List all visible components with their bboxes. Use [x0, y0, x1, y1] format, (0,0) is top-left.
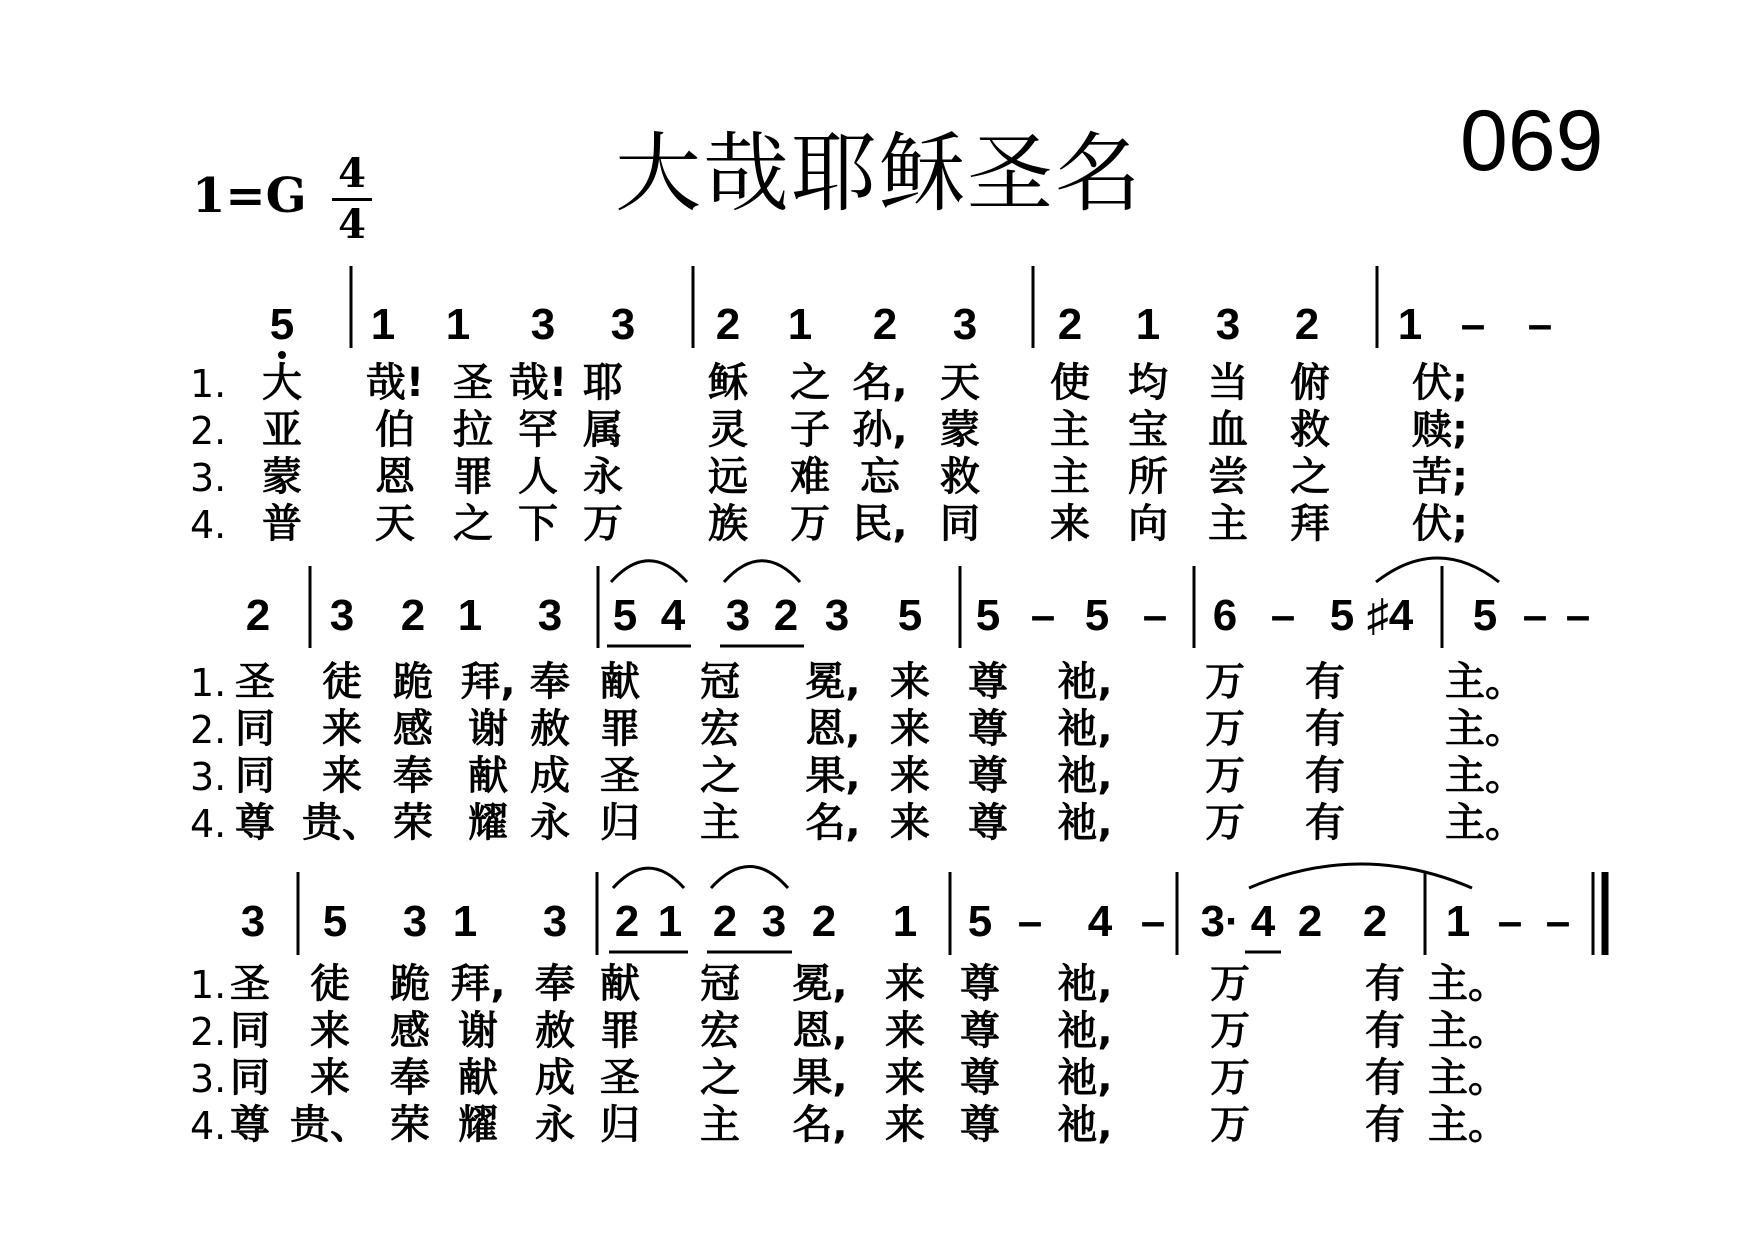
verse-number: 4. — [190, 503, 227, 547]
note: 1 — [452, 897, 478, 946]
lyric-syllable: 冕, — [805, 659, 861, 705]
lyric-syllable: 感 — [393, 706, 433, 752]
lyric-syllable: 尊 — [968, 659, 1008, 705]
note: 1 — [445, 300, 471, 349]
lyric-syllable: 主。 — [1428, 961, 1508, 1007]
lyric-syllable: 献 — [468, 753, 508, 799]
note: 3 — [761, 897, 787, 946]
lyric-syllable: 祂, — [1057, 1055, 1113, 1101]
lyric-syllable: 万 — [1210, 961, 1250, 1007]
verse-number: 4. — [190, 1104, 227, 1148]
lyric-syllable: 祂, — [1057, 800, 1113, 846]
lyric-syllable: 冠 — [700, 659, 740, 705]
lyric-syllable: 尊 — [968, 800, 1008, 846]
lyric-syllable: 伯 — [375, 407, 415, 453]
lyric-syllable: 奉 — [393, 753, 433, 799]
note: 3 — [952, 300, 978, 349]
lyric-syllable: 归 — [600, 1102, 640, 1148]
lyric-syllable: 拜, — [460, 659, 516, 705]
note: 1 — [892, 897, 918, 946]
lyric-syllable: 主 — [1050, 454, 1090, 500]
lyric-syllable: 恩, — [792, 1008, 848, 1054]
note: 3 — [537, 591, 563, 640]
lyric-syllable: 同 — [235, 753, 275, 799]
verse-number: 2. — [190, 1010, 227, 1054]
lyric-syllable: 之 — [700, 753, 740, 799]
lyric-syllable: 蒙 — [262, 454, 302, 500]
lyric-syllable: 有 — [1305, 800, 1345, 846]
lyric-syllable: 徒 — [322, 659, 362, 705]
lyric-syllable: 来 — [885, 1008, 925, 1054]
note: – — [1545, 897, 1571, 946]
lyric-syllable: 名, — [792, 1102, 848, 1148]
lyric-syllable: 罕 — [518, 407, 558, 453]
lyric-syllable: 均 — [1128, 360, 1168, 406]
lyric-syllable: 大 — [262, 360, 302, 406]
lyric-syllable: 人 — [518, 454, 558, 500]
note: 2 — [1057, 300, 1083, 349]
note: 2 — [245, 591, 271, 640]
lyric-syllable: 之 — [1290, 454, 1330, 500]
note: – — [1527, 300, 1553, 349]
note: 1 — [1135, 300, 1161, 349]
note: 5 — [322, 897, 348, 946]
lyric-syllable: 来 — [322, 753, 362, 799]
slur — [724, 561, 800, 582]
lyric-syllable: 亚 — [262, 407, 302, 453]
lyric-syllable: 祂, — [1057, 1102, 1113, 1148]
lyric-syllable: 来 — [890, 753, 930, 799]
lyric-syllable: 尊 — [968, 753, 1008, 799]
note: 4 — [660, 591, 686, 640]
lyric-syllable: 圣 — [230, 961, 270, 1007]
lyric-syllable: 灵 — [708, 407, 748, 453]
lyric-syllable: 孙, — [852, 407, 908, 453]
lyric-syllable: 来 — [310, 1055, 350, 1101]
note: 1 — [370, 300, 396, 349]
lyric-syllable: 名, — [805, 800, 861, 846]
lyric-syllable: 万 — [1210, 1008, 1250, 1054]
lyric-syllable: 名, — [852, 360, 908, 406]
lyric-syllable: 来 — [885, 1055, 925, 1101]
lyric-syllable: 贵、 — [290, 1102, 370, 1148]
lyric-syllable: 永 — [535, 1102, 575, 1148]
time-signature — [332, 152, 372, 247]
note: 2 — [400, 591, 426, 640]
lyric-syllable: 贵、 — [302, 800, 382, 846]
lyric-syllable: 徒 — [310, 961, 350, 1007]
lyric-syllable: 主。 — [1445, 659, 1525, 705]
note: 5 — [1329, 591, 1355, 640]
lyric-syllable: 来 — [1050, 501, 1090, 547]
note: – — [1017, 897, 1043, 946]
lyric-syllable: 俯 — [1290, 360, 1330, 406]
lyric-syllable: 族 — [708, 501, 748, 547]
note: 2 — [872, 300, 898, 349]
lyric-syllable: 伏; — [1412, 360, 1468, 406]
note: 3 — [824, 591, 850, 640]
note: 2 — [1362, 897, 1388, 946]
lyric-syllable: 普 — [262, 501, 302, 547]
lyric-syllable: 耀 — [468, 800, 508, 846]
note: 2 — [811, 897, 837, 946]
lyric-syllable: 同 — [230, 1055, 270, 1101]
note: – — [1497, 897, 1523, 946]
lyric-syllable: 主。 — [1445, 753, 1525, 799]
lyric-syllable: 主。 — [1428, 1008, 1508, 1054]
note: – — [1140, 897, 1166, 946]
hymn-title: 大哉耶稣圣名 — [615, 124, 1143, 224]
lyric-syllable: 伏; — [1412, 501, 1468, 547]
lyric-syllable: 有 — [1365, 1008, 1405, 1054]
note: – — [1522, 591, 1548, 640]
verse-number: 3. — [190, 1057, 227, 1101]
note: 2 — [715, 300, 741, 349]
note: 2 — [1294, 300, 1320, 349]
lyric-syllable: 圣 — [235, 659, 275, 705]
verse-number: 3. — [190, 755, 227, 799]
note: 4 — [1087, 897, 1113, 946]
lyric-syllable: 罪 — [600, 1008, 640, 1054]
time-signature-top: 4 — [338, 150, 366, 197]
lyric-syllable: 有 — [1305, 706, 1345, 752]
lyric-syllable: 主。 — [1428, 1102, 1508, 1148]
note: 2 — [712, 897, 738, 946]
lyric-syllable: 主。 — [1428, 1055, 1508, 1101]
lyric-syllable: 拜, — [450, 961, 506, 1007]
lyric-syllable: 血 — [1208, 407, 1248, 453]
lyric-syllable: 忘 — [860, 454, 900, 500]
note: 5 — [269, 300, 295, 349]
note: 3 — [530, 300, 556, 349]
lyric-syllable: 民, — [852, 501, 908, 547]
lyric-syllable: 主 — [700, 1102, 740, 1148]
note: 6 — [1212, 591, 1238, 640]
lyric-syllable: 万 — [1210, 1055, 1250, 1101]
lyric-syllable: 来 — [890, 800, 930, 846]
lyric-syllable: 万 — [790, 501, 830, 547]
lyric-syllable: 拉 — [453, 407, 493, 453]
lyric-syllable: 万 — [1205, 706, 1245, 752]
lyric-syllable: 万 — [1210, 1102, 1250, 1148]
lyric-syllable: 有 — [1305, 753, 1345, 799]
verse-number: 1. — [190, 963, 227, 1007]
note: – — [1270, 591, 1296, 640]
note: 1 — [787, 300, 813, 349]
note: 3· — [1200, 897, 1240, 946]
lyric-syllable: 万 — [583, 501, 623, 547]
lyric-syllable: 赎; — [1412, 407, 1468, 453]
lyric-syllable: 宏 — [700, 1008, 740, 1054]
lyric-syllable: 祂, — [1057, 659, 1113, 705]
lyric-syllable: 难 — [790, 454, 830, 500]
slur — [1376, 558, 1499, 582]
lyric-syllable: 有 — [1365, 1055, 1405, 1101]
verse-number: 2. — [190, 409, 227, 453]
note: 1 — [457, 591, 483, 640]
lyric-syllable: 宏 — [700, 706, 740, 752]
lyric-syllable: 尊 — [235, 800, 275, 846]
lyric-syllable: 罪 — [600, 706, 640, 752]
note: – — [1460, 300, 1486, 349]
lyric-syllable: 天 — [375, 501, 415, 547]
lyric-syllable: 献 — [600, 659, 640, 705]
lyric-syllable: 祂, — [1057, 1008, 1113, 1054]
lyric-syllable: 救 — [940, 454, 980, 500]
lyric-syllable: 救 — [1290, 407, 1330, 453]
note: 5 — [897, 591, 923, 640]
lyric-syllable: 主 — [700, 800, 740, 846]
lyric-syllable: 蒙 — [940, 407, 980, 453]
lyric-syllable: 尊 — [960, 1055, 1000, 1101]
note: ♯4 — [1366, 591, 1414, 640]
lyric-syllable: 天 — [940, 360, 980, 406]
lyric-syllable: 耀 — [458, 1102, 498, 1148]
lyric-syllable: 跪 — [390, 961, 430, 1007]
note: 3 — [1215, 300, 1241, 349]
lyric-syllable: 成 — [535, 1055, 575, 1101]
lyric-syllable: 来 — [310, 1008, 350, 1054]
lyric-syllable: 万 — [1205, 800, 1245, 846]
lyric-syllable: 来 — [890, 706, 930, 752]
note: 2 — [1297, 897, 1323, 946]
lyric-syllable: 恩 — [375, 454, 415, 500]
lyric-syllable: 尊 — [968, 706, 1008, 752]
note: – — [1565, 591, 1591, 640]
lyric-syllable: 谢 — [468, 706, 508, 752]
note: – — [1030, 591, 1056, 640]
lyric-syllable: 主 — [1050, 407, 1090, 453]
lyric-syllable: 奉 — [390, 1055, 430, 1101]
verse-number: 2. — [190, 708, 227, 752]
lyric-syllable: 尊 — [960, 1102, 1000, 1148]
lyric-syllable: 之 — [453, 501, 493, 547]
lyric-syllable: 主。 — [1445, 706, 1525, 752]
note: 3 — [240, 897, 266, 946]
lyric-syllable: 有 — [1365, 1102, 1405, 1148]
lyric-syllable: 永 — [530, 800, 570, 846]
key-signature: 1=G — [192, 168, 307, 224]
lyric-syllable: 来 — [890, 659, 930, 705]
lyric-syllable: 有 — [1365, 961, 1405, 1007]
verse-number: 1. — [190, 661, 227, 705]
hymn-number: 069 — [1460, 93, 1604, 189]
lyric-syllable: 祂, — [1057, 753, 1113, 799]
lyric-syllable: 耶 — [583, 360, 623, 406]
lyric-syllable: 圣 — [600, 753, 640, 799]
lyric-syllable: 宝 — [1128, 407, 1168, 453]
lyric-syllable: 祂, — [1057, 961, 1113, 1007]
octave-dot — [278, 351, 286, 359]
lyric-syllable: 来 — [322, 706, 362, 752]
slur — [613, 868, 684, 888]
lyric-syllable: 同 — [940, 501, 980, 547]
lyric-syllable: 赦 — [530, 706, 570, 752]
lyric-syllable: 冕, — [792, 961, 848, 1007]
lyric-syllable: 赦 — [535, 1008, 575, 1054]
lyric-syllable: 同 — [230, 1008, 270, 1054]
lyric-syllable: 下 — [518, 501, 558, 547]
lyric-syllable: 奉 — [530, 659, 570, 705]
lyric-syllable: 献 — [458, 1055, 498, 1101]
lyric-syllable: 恩, — [805, 706, 861, 752]
lyric-syllable: 稣 — [708, 360, 748, 406]
note: 3 — [329, 591, 355, 640]
lyric-syllable: 同 — [235, 706, 275, 752]
note: 1 — [1397, 300, 1423, 349]
lyric-syllable: 之 — [790, 360, 830, 406]
lyric-syllable: 尊 — [960, 1008, 1000, 1054]
note: 1 — [1445, 897, 1471, 946]
note: 4 — [1250, 897, 1276, 946]
note: 5 — [1472, 591, 1498, 640]
lyric-syllable: 圣 — [600, 1055, 640, 1101]
note: 5 — [975, 591, 1001, 640]
slur — [1249, 864, 1472, 888]
time-signature-bottom: 4 — [338, 201, 366, 248]
lyric-syllable: 成 — [530, 753, 570, 799]
lyric-syllable: 主 — [1208, 501, 1248, 547]
lyric-syllable: 尊 — [960, 961, 1000, 1007]
verse-number: 1. — [190, 362, 227, 406]
lyric-syllable: 哉! — [365, 360, 425, 406]
lyric-syllable: 果, — [805, 753, 861, 799]
lyric-syllable: 苦; — [1412, 454, 1468, 500]
lyric-syllable: 来 — [885, 961, 925, 1007]
lyric-syllable: 子 — [790, 407, 830, 453]
lyric-syllable: 尊 — [230, 1102, 270, 1148]
slur — [711, 866, 788, 888]
lyric-syllable: 罪 — [453, 454, 493, 500]
lyric-syllable: 拜 — [1290, 501, 1330, 547]
lyric-syllable: 远 — [708, 454, 748, 500]
note: 3 — [542, 897, 568, 946]
lyric-syllable: 尝 — [1208, 454, 1248, 500]
lyric-syllable: 哉! — [508, 360, 568, 406]
lyric-syllable: 荣 — [390, 1102, 430, 1148]
note: 2 — [614, 897, 640, 946]
lyric-syllable: 归 — [600, 800, 640, 846]
lyric-syllable: 万 — [1205, 659, 1245, 705]
note: 3 — [725, 591, 751, 640]
verse-number: 3. — [190, 456, 227, 500]
lyric-syllable: 圣 — [453, 360, 493, 406]
lyric-syllable: 跪 — [393, 659, 433, 705]
note: 5 — [612, 591, 638, 640]
lyric-syllable: 使 — [1050, 360, 1090, 406]
lyric-syllable: 感 — [390, 1008, 430, 1054]
lyric-syllable: 万 — [1205, 753, 1245, 799]
note: 3 — [402, 897, 428, 946]
note: 2 — [773, 591, 799, 640]
lyric-syllable: 所 — [1128, 454, 1168, 500]
lyric-syllable: 冠 — [700, 961, 740, 1007]
lyric-syllable: 奉 — [535, 961, 575, 1007]
lyric-syllable: 主。 — [1445, 800, 1525, 846]
slur — [611, 561, 687, 582]
lyric-syllable: 永 — [583, 454, 623, 500]
note: 1 — [657, 897, 683, 946]
lyric-syllable: 向 — [1128, 501, 1168, 547]
lyric-syllable: 有 — [1305, 659, 1345, 705]
lyric-syllable: 祂, — [1057, 706, 1113, 752]
lyric-syllable: 果, — [792, 1055, 848, 1101]
note: – — [1142, 591, 1168, 640]
lyric-syllable: 属 — [583, 407, 623, 453]
lyric-syllable: 谢 — [458, 1008, 498, 1054]
lyric-syllable: 之 — [700, 1055, 740, 1101]
lyric-syllable: 来 — [885, 1102, 925, 1148]
note: 5 — [967, 897, 993, 946]
lyric-syllable: 荣 — [393, 800, 433, 846]
lyric-syllable: 当 — [1208, 360, 1248, 406]
note: 3 — [610, 300, 636, 349]
verse-number: 4. — [190, 802, 227, 846]
note: 5 — [1084, 591, 1110, 640]
lyric-syllable: 献 — [600, 961, 640, 1007]
